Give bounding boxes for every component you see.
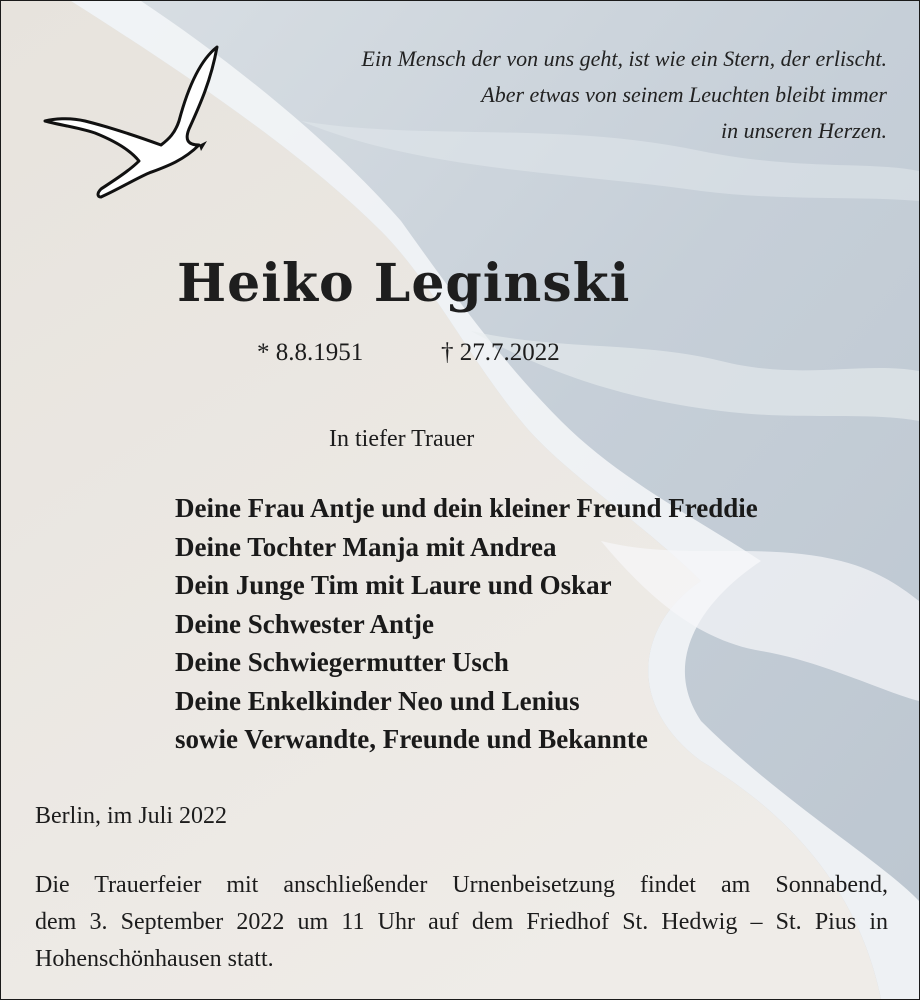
mourner-line: Deine Tochter Manja mit Andrea bbox=[175, 531, 557, 562]
mourner-line: Deine Schwiegermutter Usch bbox=[175, 647, 509, 677]
quote-line: in unseren Herzen. bbox=[721, 118, 887, 143]
mourner-line: Deine Frau Antje und dein kleiner Freund Freddie bbox=[175, 493, 758, 523]
memorial-quote bbox=[362, 41, 887, 149]
funeral-line: dem 3. September 2022 um 11 Uhr auf dem Friedhof St. Hedwig – St. Pius in bbox=[35, 909, 888, 935]
place-date: Berlin, im Juli 2022 bbox=[35, 803, 227, 829]
mourner-line: Deine Enkelkinder Neo und Lenius bbox=[175, 685, 580, 716]
deceased-name: Heiko Leginski bbox=[177, 253, 631, 314]
funeral-details bbox=[35, 867, 888, 978]
seagull-icon bbox=[39, 41, 229, 206]
mourning-phrase: In tiefer Trauer bbox=[329, 426, 475, 452]
mourner-line: Dein Junge Tim mit Laure und Oskar bbox=[175, 570, 612, 600]
funeral-line: Hohenschönhausen statt. bbox=[35, 946, 274, 972]
quote-line: Ein Mensch der von uns geht, ist wie ein Stern, der erlischt. bbox=[361, 46, 887, 71]
birth-date: * 8.8.1951 bbox=[257, 339, 364, 366]
mourner-line: Deine Schwester Antje bbox=[175, 608, 434, 639]
death-date: † 27.7.2022 bbox=[441, 339, 560, 366]
funeral-line: Die Trauerfeier mit anschließender Urnenbeisetzung findet am Sonnabend, bbox=[35, 872, 888, 898]
quote-line: Aber etwas von seinem Leuchten bleibt immer bbox=[481, 82, 887, 107]
mourners-list bbox=[175, 489, 758, 759]
mourner-line: sowie Verwandte, Freunde und Bekannte bbox=[175, 724, 648, 754]
